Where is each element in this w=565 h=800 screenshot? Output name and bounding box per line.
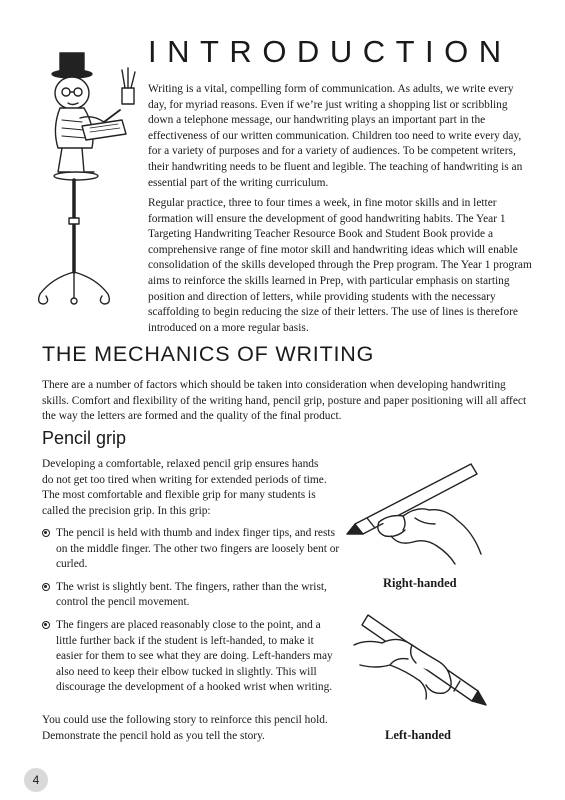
- bullet-text: The fingers are placed reasonably close to the point, and a little further back if the student is left-handed, to make it easier for them to see what they are doing. Left-handers may also need to keep their elbow tucked in slightly. This will discourage the development of a hooked wrist when writing.: [56, 618, 333, 694]
- mechanics-paragraph: There are a number of factors which should be taken into consideration when developing handwriting skills. Comfort and flexibility of the writing hand, pencil grip, posture and paper positioning will all affect the way the letters are formed and the quality of the final product.: [42, 379, 527, 423]
- page-number: 4: [24, 768, 48, 792]
- bullet-icon: [42, 529, 50, 537]
- section-heading: THE MECHANICS OF WRITING: [42, 342, 375, 366]
- pencil-grip-paragraph: Developing a comfortable, relaxed pencil grip ensures hands do not get too tired when writing for extended periods of time. The most comfortable and flexible grip for many students is called the precision grip. In this grip:: [42, 458, 327, 517]
- intro-paragraph-2: Regular practice, three to four times a week, in fine motor skills and in letter formation will ensure the development of good handwriting habits. The Year 1 Targeting Handwriting Teacher Resource Book and Student Book provide a comprehensive range of fine motor skill and handwriting ideas which will enable consolidation of the skills developed through the Prep program. The Year 1 program aims to reinforce the skills learned in Prep, with particular emphasis on starting position and direction of letters, while providing students with the necessary scaffolding to begin reducing the size of their letters. The use of lines is therefore introduced on a more regular basis.: [148, 197, 532, 334]
- bullet-icon: [42, 583, 50, 591]
- right-hand-pencil-grip-illustration: [345, 458, 485, 568]
- list-item: [42, 580, 342, 611]
- list-item: [42, 526, 342, 573]
- writer-on-stool-illustration: [22, 48, 142, 313]
- list-item: [42, 618, 342, 696]
- right-handed-caption: Right-handed: [383, 576, 457, 590]
- bullet-icon: [42, 621, 50, 629]
- intro-paragraph-1: Writing is a vital, compelling form of communication. As adults, we write every day, for myriad reasons. Even if we’re just writing a shopping list or scribbling down a telephone message, our handwriting plays an important part in the effectiveness of our written communication. Children too need to write every day, for a variety of purposes and for a variety of audiences. To be competent writers, their handwriting needs to be fluent and legible. The teaching of handwriting is an essential part of the writing curriculum.: [148, 83, 523, 189]
- story-paragraph: You could use the following story to reinforce this pencil hold. Demonstrate the pencil hold as you tell the story.: [42, 714, 328, 742]
- page-title: INTRODUCTION: [148, 34, 512, 69]
- bullet-text: The wrist is slightly bent. The fingers, rather than the wrist, control the pencil movement.: [56, 580, 327, 609]
- left-handed-caption: Left-handed: [385, 728, 451, 742]
- grip-bullet-list: [42, 526, 342, 703]
- subsection-heading: Pencil grip: [42, 428, 127, 448]
- left-hand-pencil-grip-illustration: [350, 605, 490, 715]
- bullet-text: The pencil is held with thumb and index finger tips, and rests on the middle finger. The other two fingers are loosely bent or curled.: [56, 527, 340, 571]
